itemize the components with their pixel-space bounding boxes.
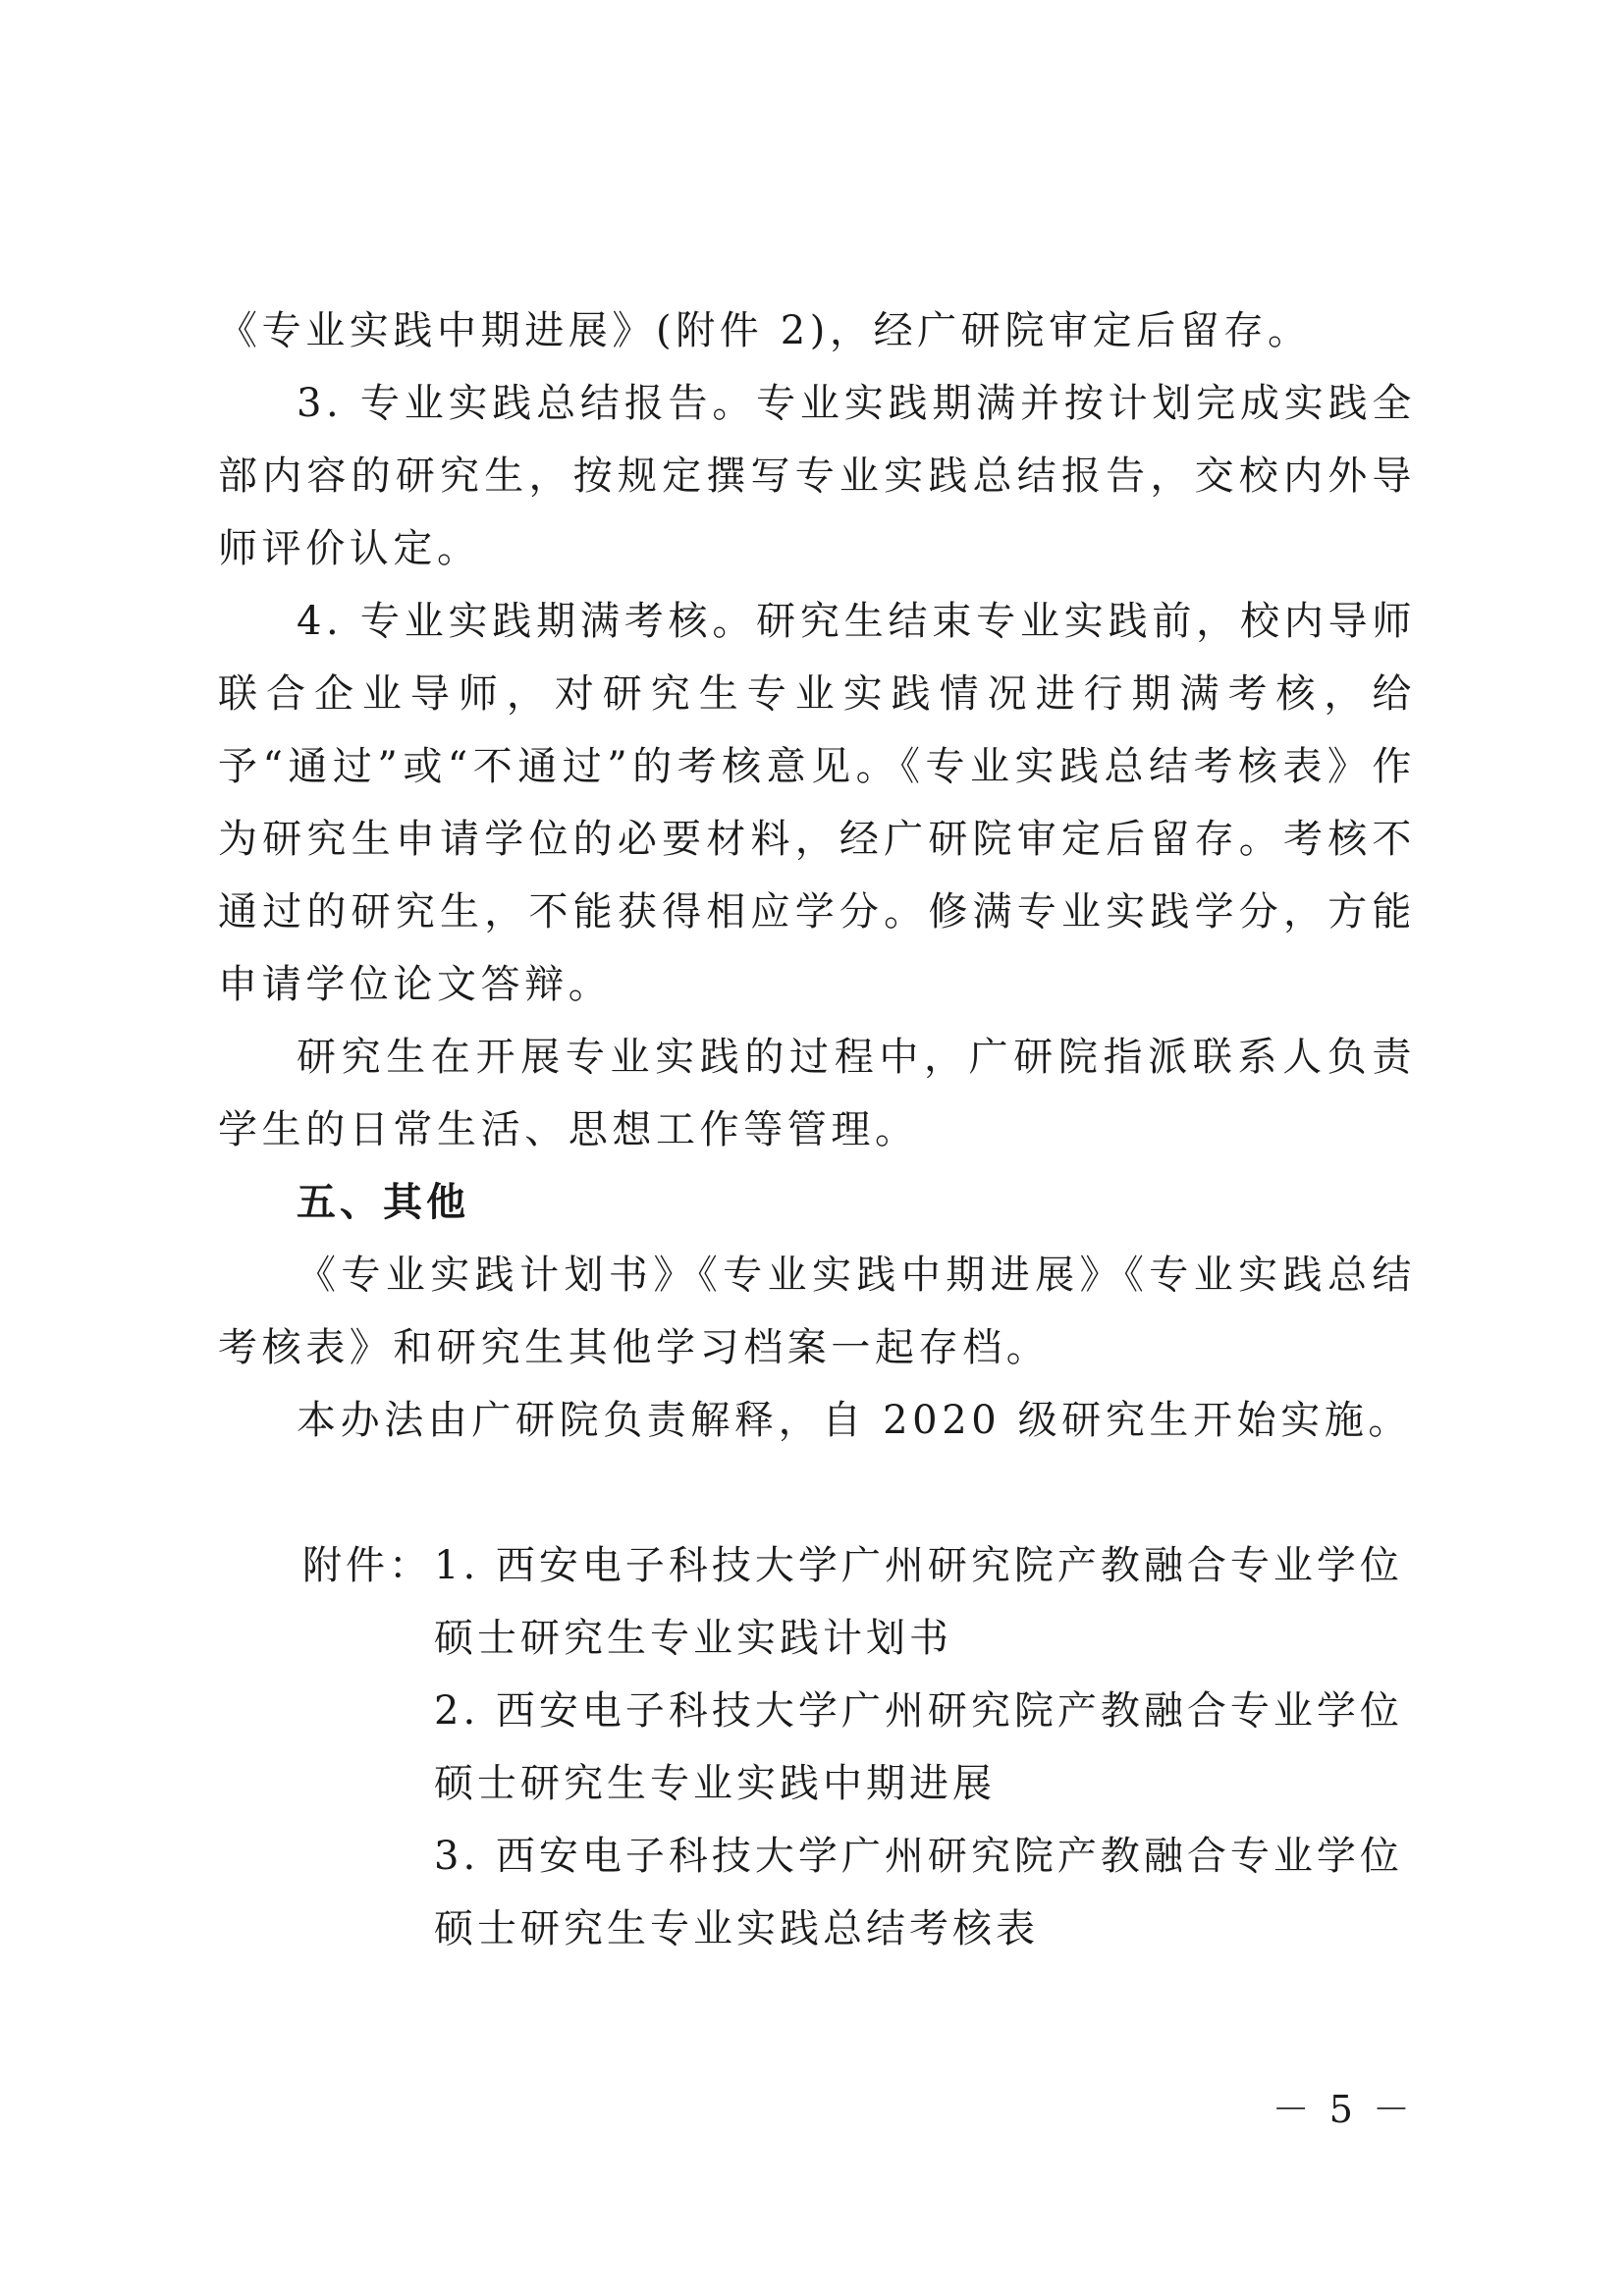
page-content: [218, 294, 1416, 1965]
paragraph-archiving: 《专业实践计划书》《专业实践中期进展》《专业实践总结考核表》和研究生其他学习档案一起存档。: [218, 1253, 1416, 1370]
paragraph-daily-management: 研究生在开展专业实践的过程中，广研院指派联系人负责学生的日常生活、思想工作等管理。: [218, 1035, 1416, 1152]
attachment-3-line-1: 3. 西安电子科技大学广州研究院产教融合专业学位: [434, 1834, 1403, 1879]
paragraph-final-assessment: 4. 专业实践期满考核。研究生结束专业实践前，校内导师联合企业导师，对研究生专业实践情况进行期满考核，给予“通过”或“不通过”的考核意见。《专业实践总结考核表》作为研究生申请学位的必要材料，经广研院审定后留存。考核不通过的研究生，不能获得相应学分。修满专业实践学分，方能申请学位论文答辩。: [218, 599, 1416, 1007]
attachment-item-2: [434, 1675, 1416, 1820]
attachment-item-1: [434, 1529, 1416, 1675]
page-number: － 5 －: [1272, 2088, 1414, 2131]
blank-line: [218, 1457, 1416, 1529]
attachment-1-line-1: 1. 西安电子科技大学广州研究院产教融合专业学位: [434, 1543, 1403, 1588]
attachment-3-line-2: 硕士研究生专业实践总结考核表: [434, 1906, 1039, 1951]
paragraph-midterm-continued: 《专业实践中期进展》(附件 2)，经广研院审定后留存。: [218, 308, 1312, 353]
paragraph-summary-report: 3. 专业实践总结报告。专业实践期满并按计划完成实践全部内容的研究生，按规定撰写专业实践总结报告，交校内外导师评价认定。: [218, 381, 1416, 571]
section-heading-other: 五、其他: [297, 1180, 469, 1225]
paragraph-interpretation: 本办法由广研院负责解释，自 2020 级研究生开始实施。: [297, 1398, 1413, 1443]
attachment-1-line-2: 硕士研究生专业实践计划书: [434, 1616, 952, 1661]
attachment-2-line-2: 硕士研究生专业实践中期进展: [434, 1761, 996, 1806]
attachment-item-3: [434, 1820, 1416, 1965]
attachments-list: [218, 1529, 1416, 1965]
attachments-label: 附件：: [302, 1543, 432, 1588]
attachment-2-line-1: 2. 西安电子科技大学广州研究院产教融合专业学位: [434, 1688, 1403, 1734]
